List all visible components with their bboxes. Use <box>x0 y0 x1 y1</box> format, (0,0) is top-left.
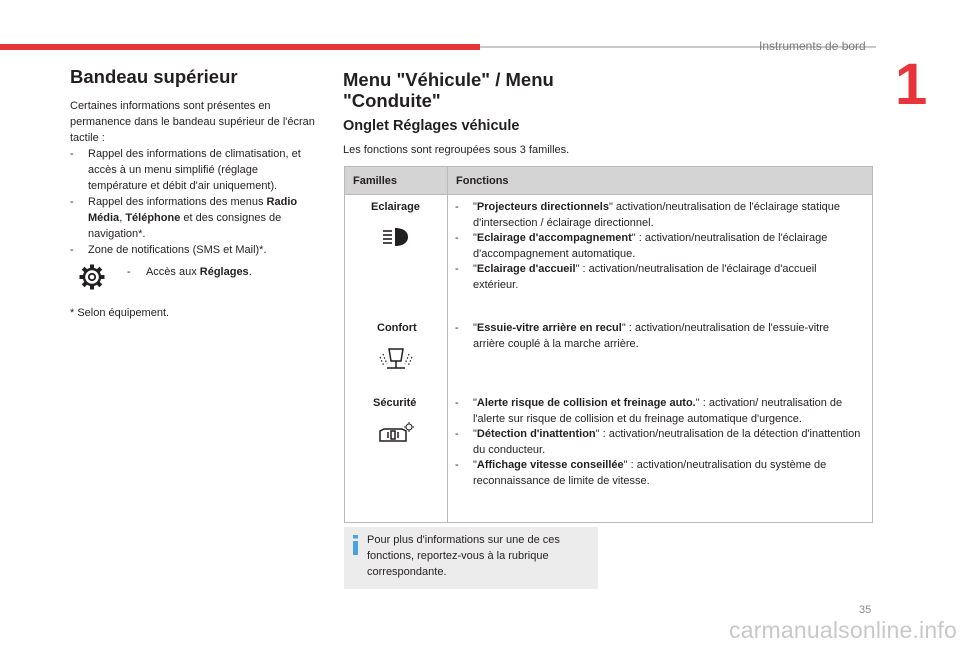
functions-table <box>344 166 873 523</box>
chapter-number: 1 <box>895 52 928 117</box>
list-item: - "Essuie-vitre arrière en recul" : activation/neutralisation de l'essuie-vitre arrière couplé à la marche arrière. <box>455 322 829 350</box>
family-cell <box>345 316 448 391</box>
driver-assist-icon <box>376 421 416 447</box>
family-cell <box>345 391 448 523</box>
list-item: - "Projecteurs directionnels" activation/neutralisation de l'éclairage statique d'intersection / éclairage directionnel. <box>455 201 840 229</box>
table-header-row <box>345 167 873 195</box>
family-label: Confort <box>377 322 417 334</box>
functions-cell <box>448 391 873 523</box>
footnote: * Selon équipement. <box>70 307 170 319</box>
left-intro: Certaines informations sont présentes en permanence dans le bandeau supérieur de l'écran tactile : <box>70 100 315 144</box>
page-number: 35 <box>859 604 872 616</box>
header-accent-bar <box>0 44 480 50</box>
headlight-icon <box>381 225 411 251</box>
rear-wiper-icon <box>379 346 413 372</box>
list-item: - "Affichage vitesse conseillée" : activation/neutralisation du système de reconnaissance de limite de vitesse. <box>455 459 827 487</box>
table-row <box>345 391 873 523</box>
functions-cell <box>448 316 873 391</box>
settings-gear-icon <box>78 263 106 291</box>
family-label: Eclairage <box>371 201 420 213</box>
info-box <box>344 527 598 589</box>
list-item: - "Eclairage d'accompagnement" : activation/neutralisation de l'éclairage d'accompagnement automatique. <box>455 232 828 260</box>
left-heading: Bandeau supérieur <box>70 66 238 87</box>
left-bullet-list <box>70 146 320 258</box>
settings-access-text: - Accès aux Réglages. <box>127 266 252 278</box>
column-header-fonctions: Fonctions <box>448 167 873 195</box>
table-row <box>345 316 873 391</box>
section-title: Instruments de bord <box>759 39 866 53</box>
watermark: carmanualsonline.info <box>729 617 957 643</box>
list-item: - Rappel des informations de climatisation, et accès à un menu simplifié (réglage température et débit d'air uniquement). <box>70 148 301 192</box>
table-row <box>345 195 873 317</box>
info-text: Pour plus d'informations sur une de ces fonctions, reportez-vous à la rubrique correspondante. <box>367 534 560 578</box>
list-item: - Rappel des informations des menus Radio Média, Téléphone et des consignes de navigation*. <box>70 196 298 240</box>
family-label: Sécurité <box>373 397 417 409</box>
list-item: - "Alerte risque de collision et freinage auto." : activation/ neutralisation de l'alerte sur risque de collision et du freinage automatique d'urgence. <box>455 397 843 425</box>
family-cell <box>345 195 448 317</box>
right-lead-text: Les fonctions sont regroupées sous 3 familles. <box>343 144 570 156</box>
column-header-familles: Familles <box>345 167 448 195</box>
right-heading: Menu "Véhicule" / Menu "Conduite" <box>343 69 554 111</box>
list-item: - Zone de notifications (SMS et Mail)*. <box>70 244 267 256</box>
list-item: - "Détection d'inattention" : activation/neutralisation de la détection d'inattention du conducteur. <box>455 428 861 456</box>
right-subheading: Onglet Réglages véhicule <box>343 118 520 134</box>
functions-cell <box>448 195 873 317</box>
info-icon <box>352 535 359 555</box>
settings-access <box>78 263 328 293</box>
list-item: - "Eclairage d'accueil" : activation/neutralisation de l'éclairage d'accueil extérieur. <box>455 263 817 291</box>
